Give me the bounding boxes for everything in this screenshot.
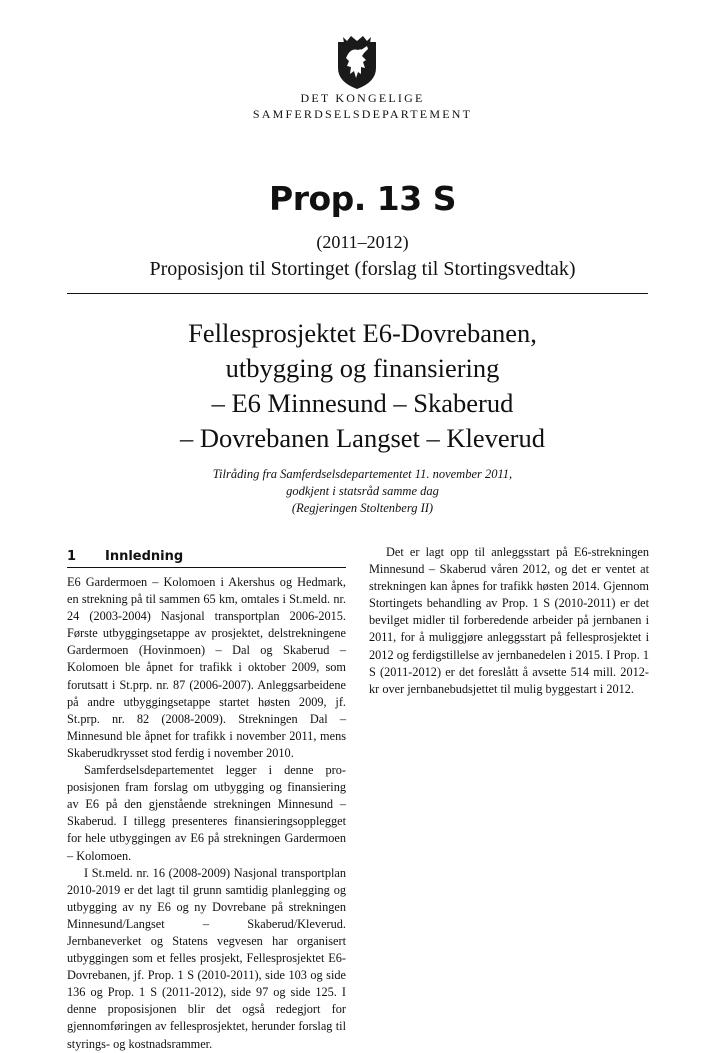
document-title-line-2: utbygging og finansiering (225, 353, 500, 383)
proposition-subtitle: Proposisjon til Stortinget (forslag til Stortingsvedtak) (149, 258, 576, 280)
section-heading (67, 549, 345, 564)
submission-line-3: (Regjeringen Stoltenberg II) (291, 501, 434, 515)
document-title-line-1: Fellesprosjektet E6-Dovrebanen, (188, 318, 537, 348)
section-title: Innledning (105, 549, 184, 564)
ministry-line-2: SAMFERDSELSDEPARTEMENT (252, 107, 473, 121)
proposition-title: Prop. 13 S (269, 179, 456, 218)
ministry-line-1: DET KONGELIGE (300, 91, 425, 105)
ministry-name (0, 90, 725, 122)
submission-note (0, 466, 725, 517)
document-title-line-3: – E6 Minnesund – Skaberud (211, 388, 514, 418)
body-column-left (67, 574, 346, 1053)
coat-of-arms-icon (334, 34, 380, 90)
body-column-right (369, 544, 649, 698)
document-title-line-4: – Dovrebanen Langset – Kleverud (180, 423, 545, 453)
body-paragraph-1: E6 Gardermoen – Kolomoen i Akershus og Hedmark, en strekning på til sammen 65 km, omtales i St.meld. nr. 24 (2003-2004) Nasjonal transportplan 2006-2015. Første utbyggingsetappe av prosjektet, delstrekningene Gardermoen (Hovinmoen) – Dal og Skaberud – Kolomoen ble åpnet for trafikk i oktober 2009, som forutsatt i St.prp. nr. 87 (2006-2007). Anleggsarbeidene på andre utbyggingsetappe startet høsten 2009, jf. St.prp. nr. 82 (2008-2009). Strekningen Dal – Minnesund ble åpnet for trafikk i november 2011, mens Skaberudkrysset stod ferdig i november 2010. (67, 575, 346, 760)
body-paragraph-2: Samferdselsdepartementet legger i denne proposisjonen fram forslag om utbygging og finansiering av E6 på den gjenstående strekningen Minnesund – Skaberud. I tillegg presenteres finansieringsopplegget for hele utbyggingen av E6 på strekningen Gardermoen – Kolomoen. (67, 763, 346, 863)
document-title (0, 316, 725, 456)
body-paragraph-3: I St.meld. nr. 16 (2008-2009) Nasjonal transportplan 2010-2019 er det lagt til grunn samtidig planlegging og utbygging av ny E6 og ny Dovrebane på strekningen Minnesund/Langset – Skaberud/Kleverud. Jernbaneverket og Statens vegvesen har organisert utbyggingen som et felles prosjekt, Fellesprosjektet E6-Dovrebanen, jf. Prop. 1 S (2010-2011), side 103 og side 136 og Prop. 1 S (2011-2012), side 97 og side 125. I denne proposisjonen blir det også redegjort for gjennomføringen av fellesprosjektet, herunder forslag til styrings- og kostnadsrammer. (67, 865, 346, 1051)
section-divider (67, 567, 346, 568)
submission-line-2: godkjent i statsråd samme dag (286, 484, 439, 498)
proposition-session: (2011–2012) (316, 232, 409, 252)
submission-line-1: Tilråding fra Samferdselsdepartementet 11. november 2011, (212, 467, 513, 481)
section-number: 1 (67, 549, 77, 564)
body-paragraph-4: Det er lagt opp til anleggsstart på E6-strekningen Minnesund – Skaberud våren 2012, og det er ventet at strekningen kan åpnes for trafikk høsten 2014. Gjennom Stortingets behandling av Prop. 1 S (2010-2011) er det bevilget midler til forberedende arbeider på jernbanen i 2011, for å muliggjøre anleggsstart på fellesprosjektet i 2012 og ferdigstillelse av jernbanedelen i 2015. I Prop. 1 S (2011-2012) er det foreslått å avsette 514 mill. 2012- kr over jernbanebudsjettet til mulig byggestart i 2012. (369, 545, 649, 696)
title-divider (67, 293, 648, 294)
